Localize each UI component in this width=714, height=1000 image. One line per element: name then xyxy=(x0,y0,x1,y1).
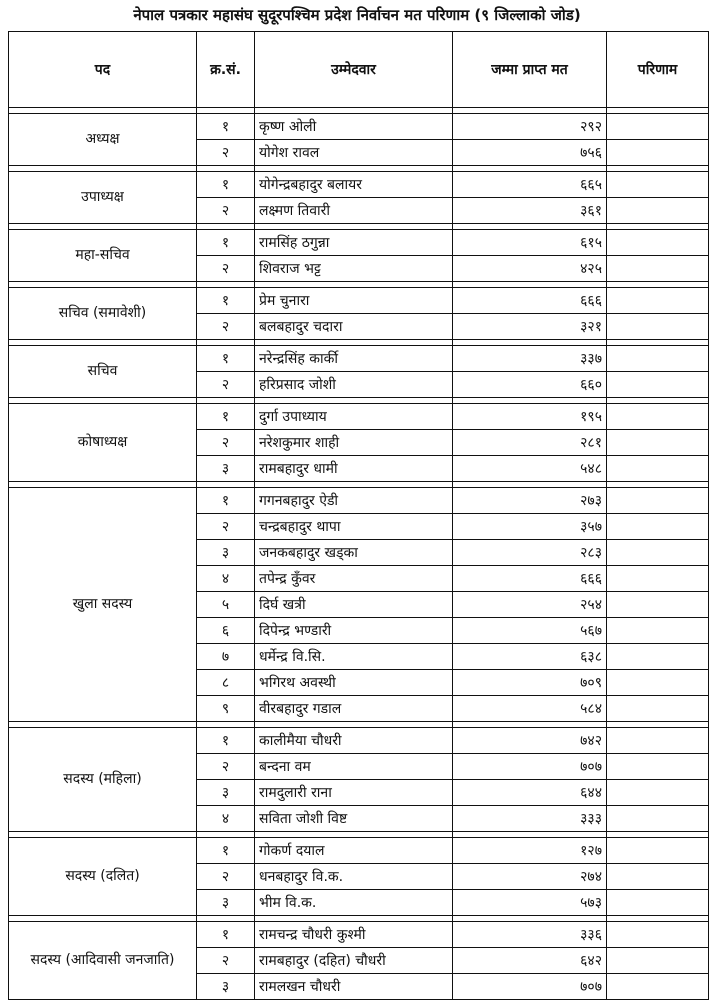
post-cell: महा-सचिव xyxy=(9,230,197,282)
table-body xyxy=(9,108,709,1000)
candidate-name-cell: कालीमैया चौधरी xyxy=(255,728,453,754)
result-cell xyxy=(607,806,709,832)
candidate-name-cell: भगिरथ अवस्थी xyxy=(255,670,453,696)
post-cell: खुला सदस्य xyxy=(9,488,197,722)
sn-cell: ४ xyxy=(197,566,255,592)
candidate-name-cell: भीम वि.क. xyxy=(255,890,453,916)
candidate-name-cell: धनबहादुर वि.क. xyxy=(255,864,453,890)
candidate-name-cell: कृष्ण ओली xyxy=(255,114,453,140)
candidate-name-cell: शिवराज भट्ट xyxy=(255,256,453,282)
post-cell: कोषाध्यक्ष xyxy=(9,404,197,482)
candidate-name-cell: बलबहादुर चदारा xyxy=(255,314,453,340)
result-cell xyxy=(607,230,709,256)
table-row xyxy=(9,230,709,256)
candidate-name-cell: नरेन्द्रसिंह कार्की xyxy=(255,346,453,372)
candidate-name-cell: रामदुलारी राना xyxy=(255,780,453,806)
sn-cell: ३ xyxy=(197,890,255,916)
sn-cell: २ xyxy=(197,514,255,540)
votes-cell: ३५७ xyxy=(453,514,607,540)
candidate-name-cell: रामसिंह ठगुन्ना xyxy=(255,230,453,256)
votes-cell: १२७ xyxy=(453,838,607,864)
votes-cell: २५४ xyxy=(453,592,607,618)
candidate-name-cell: नरेशकुमार शाही xyxy=(255,430,453,456)
table-header xyxy=(9,32,709,108)
sn-cell: २ xyxy=(197,256,255,282)
sn-cell: २ xyxy=(197,754,255,780)
candidate-name-cell: योगेश रावल xyxy=(255,140,453,166)
result-cell xyxy=(607,540,709,566)
votes-cell: १९५ xyxy=(453,404,607,430)
sn-cell: ६ xyxy=(197,618,255,644)
candidate-name-cell: गगनबहादुर ऐडी xyxy=(255,488,453,514)
result-cell xyxy=(607,728,709,754)
votes-cell: ४२५ xyxy=(453,256,607,282)
candidate-name-cell: सविता जोशी विष्ट xyxy=(255,806,453,832)
votes-cell: ७५६ xyxy=(453,140,607,166)
result-cell xyxy=(607,864,709,890)
result-cell xyxy=(607,456,709,482)
header-votes: जम्मा प्राप्त मत xyxy=(453,32,607,108)
votes-cell: ७४२ xyxy=(453,728,607,754)
votes-cell: ६६६ xyxy=(453,288,607,314)
result-cell xyxy=(607,198,709,224)
sn-cell: १ xyxy=(197,114,255,140)
result-cell xyxy=(607,838,709,864)
header-post: पद xyxy=(9,32,197,108)
result-cell xyxy=(607,372,709,398)
result-cell xyxy=(607,288,709,314)
sn-cell: १ xyxy=(197,922,255,948)
result-cell xyxy=(607,566,709,592)
candidate-name-cell: प्रेम चुनारा xyxy=(255,288,453,314)
votes-cell: ५७३ xyxy=(453,890,607,916)
sn-cell: १ xyxy=(197,404,255,430)
post-cell: सदस्य (महिला) xyxy=(9,728,197,832)
votes-cell: २७३ xyxy=(453,488,607,514)
sn-cell: ७ xyxy=(197,644,255,670)
result-cell xyxy=(607,644,709,670)
votes-cell: २९२ xyxy=(453,114,607,140)
post-cell: सदस्य (दलित) xyxy=(9,838,197,916)
sn-cell: २ xyxy=(197,372,255,398)
post-cell: अध्यक्ष xyxy=(9,114,197,166)
page-title: नेपाल पत्रकार महासंघ सुदूरपश्चिम प्रदेश निर्वाचन मत परिणाम (९ जिल्लाको जोड) xyxy=(133,6,581,24)
result-cell xyxy=(607,430,709,456)
result-cell xyxy=(607,314,709,340)
candidate-name-cell: रामबहादुर (दहित) चौधरी xyxy=(255,948,453,974)
table-row xyxy=(9,288,709,314)
candidate-name-cell: गोकर्ण दयाल xyxy=(255,838,453,864)
candidate-name-cell: बन्दना वम xyxy=(255,754,453,780)
sn-cell: ४ xyxy=(197,806,255,832)
sn-cell: ९ xyxy=(197,696,255,722)
candidate-name-cell: धर्मेन्द्र वि.सि. xyxy=(255,644,453,670)
votes-cell: ६६६ xyxy=(453,566,607,592)
header-result: परिणाम xyxy=(607,32,709,108)
votes-cell: ६४४ xyxy=(453,780,607,806)
candidate-name-cell: रामचन्द्र चौधरी कुश्मी xyxy=(255,922,453,948)
sn-cell: १ xyxy=(197,288,255,314)
candidate-name-cell: चन्द्रबहादुर थापा xyxy=(255,514,453,540)
sn-cell: २ xyxy=(197,140,255,166)
post-cell: सचिव (समावेशी) xyxy=(9,288,197,340)
result-cell xyxy=(607,754,709,780)
result-cell xyxy=(607,948,709,974)
votes-cell: ७०९ xyxy=(453,670,607,696)
result-cell xyxy=(607,488,709,514)
result-cell xyxy=(607,696,709,722)
table-row xyxy=(9,404,709,430)
result-cell xyxy=(607,404,709,430)
post-cell: सचिव xyxy=(9,346,197,398)
table-row xyxy=(9,728,709,754)
candidate-name-cell: वीरबहादुर गडाल xyxy=(255,696,453,722)
result-cell xyxy=(607,172,709,198)
result-cell xyxy=(607,974,709,1000)
candidate-name-cell: जनकबहादुर खड्का xyxy=(255,540,453,566)
table-row xyxy=(9,346,709,372)
votes-cell: ७०७ xyxy=(453,974,607,1000)
votes-cell: ६६५ xyxy=(453,172,607,198)
sn-cell: १ xyxy=(197,488,255,514)
candidate-name-cell: योगेन्द्रबहादुर बलायर xyxy=(255,172,453,198)
post-cell: उपाध्यक्ष xyxy=(9,172,197,224)
votes-cell: ६३८ xyxy=(453,644,607,670)
result-cell xyxy=(607,256,709,282)
table-row xyxy=(9,488,709,514)
header-candidate: उम्मेदवार xyxy=(255,32,453,108)
result-cell xyxy=(607,346,709,372)
sn-cell: २ xyxy=(197,948,255,974)
votes-cell: ५८४ xyxy=(453,696,607,722)
table-row xyxy=(9,172,709,198)
candidate-name-cell: दिपेन्द्र भण्डारी xyxy=(255,618,453,644)
votes-cell: ३३३ xyxy=(453,806,607,832)
votes-cell: २७४ xyxy=(453,864,607,890)
sn-cell: ३ xyxy=(197,974,255,1000)
result-cell xyxy=(607,890,709,916)
result-cell xyxy=(607,618,709,644)
votes-cell: ३३६ xyxy=(453,922,607,948)
candidate-name-cell: तपेन्द्र कुँवर xyxy=(255,566,453,592)
votes-cell: ५६७ xyxy=(453,618,607,644)
sn-cell: १ xyxy=(197,230,255,256)
votes-cell: २८१ xyxy=(453,430,607,456)
sn-cell: २ xyxy=(197,430,255,456)
table-row xyxy=(9,114,709,140)
votes-cell: ३२१ xyxy=(453,314,607,340)
votes-cell: २८३ xyxy=(453,540,607,566)
candidate-name-cell: हरिप्रसाद जोशी xyxy=(255,372,453,398)
result-cell xyxy=(607,140,709,166)
sn-cell: २ xyxy=(197,314,255,340)
sn-cell: १ xyxy=(197,346,255,372)
sn-cell: ३ xyxy=(197,780,255,806)
sn-cell: १ xyxy=(197,172,255,198)
result-cell xyxy=(607,922,709,948)
sn-cell: ३ xyxy=(197,456,255,482)
votes-cell: ३६१ xyxy=(453,198,607,224)
result-cell xyxy=(607,670,709,696)
candidate-name-cell: दिर्घ खत्री xyxy=(255,592,453,618)
sn-cell: ५ xyxy=(197,592,255,618)
votes-cell: ५४८ xyxy=(453,456,607,482)
result-cell xyxy=(607,514,709,540)
post-cell: सदस्य (आदिवासी जनजाति) xyxy=(9,922,197,1000)
sn-cell: १ xyxy=(197,728,255,754)
sn-cell: ३ xyxy=(197,540,255,566)
candidate-name-cell: दुर्गा उपाध्याय xyxy=(255,404,453,430)
candidate-name-cell: लक्ष्मण तिवारी xyxy=(255,198,453,224)
header-sn: क्र.सं. xyxy=(197,32,255,108)
sn-cell: ८ xyxy=(197,670,255,696)
votes-cell: ६४२ xyxy=(453,948,607,974)
results-table xyxy=(8,31,709,1000)
votes-cell: ३३७ xyxy=(453,346,607,372)
candidate-name-cell: रामलखन चौधरी xyxy=(255,974,453,1000)
table-row xyxy=(9,838,709,864)
votes-cell: ६६० xyxy=(453,372,607,398)
result-cell xyxy=(607,780,709,806)
table-row xyxy=(9,922,709,948)
sn-cell: २ xyxy=(197,198,255,224)
result-cell xyxy=(607,592,709,618)
votes-cell: ७०७ xyxy=(453,754,607,780)
candidate-name-cell: रामबहादुर धामी xyxy=(255,456,453,482)
sn-cell: २ xyxy=(197,864,255,890)
votes-cell: ६१५ xyxy=(453,230,607,256)
sn-cell: १ xyxy=(197,838,255,864)
result-cell xyxy=(607,114,709,140)
